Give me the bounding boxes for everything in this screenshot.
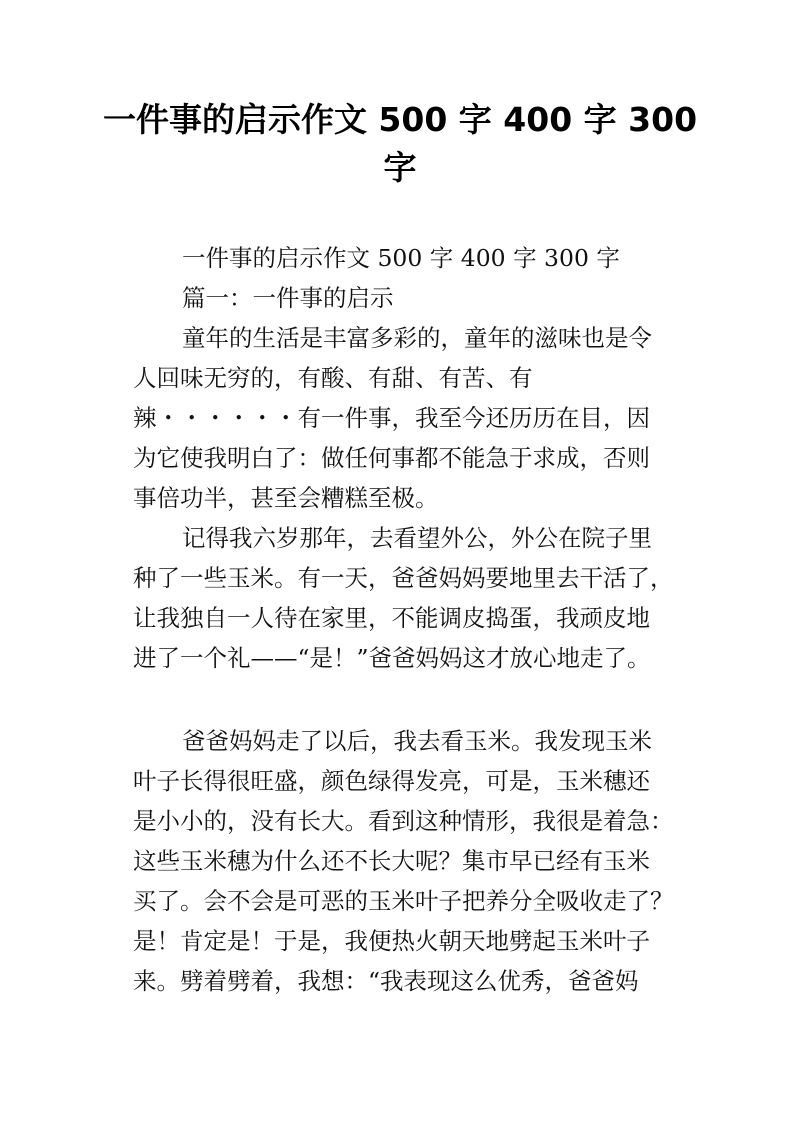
paragraph-2	[133, 518, 693, 678]
paragraph-line: 爸爸妈妈走了以后，我去看玉米。我发现玉米	[182, 727, 652, 755]
paragraph-line: 人回味无穷的，有酸、有甜、有苦、有	[133, 364, 533, 392]
paragraph-1	[133, 318, 693, 518]
paragraph-line: 让我独自一人待在家里，不能调皮捣蛋，我顽皮地	[133, 604, 650, 632]
paragraph-line: 记得我六岁那年，去看望外公，外公在院子里	[182, 524, 652, 552]
paragraph-line: 这些玉米穗为什么还不长大呢？集市早已经有玉米	[133, 847, 650, 875]
paragraph-line: 叶子长得很旺盛，颜色绿得发亮，可是，玉米穗还	[133, 767, 650, 795]
paragraph-line: 买了。会不会是可恶的玉米叶子把养分全吸收走了？	[133, 887, 674, 915]
paragraph-line: 是小小的，没有长大。看到这种情形，我很是着急：	[133, 807, 674, 835]
paragraph-line: 事倍功半，甚至会糟糕至极。	[133, 484, 439, 512]
title-line-2: 字	[383, 148, 417, 187]
paragraph-line: 辣・・・・・・有一件事，我至今还历历在目，因	[133, 404, 650, 432]
paragraph-line: 种了一些玉米。有一天，爸爸妈妈要地里去干活了，	[133, 564, 674, 592]
paragraph-line: 童年的生活是丰富多彩的，童年的滋味也是令	[182, 324, 652, 352]
section-heading: 篇一：一件事的启示	[182, 284, 394, 312]
paragraph-3	[133, 721, 693, 1001]
document-body	[133, 238, 693, 1001]
paragraph-line: 来。劈着劈着，我想：“我表现这么优秀，爸爸妈	[133, 967, 639, 995]
title-line-1: 一件事的启示作文 500 字 400 字 300	[102, 100, 698, 139]
paragraph-line: 进了一个礼——“是！”爸爸妈妈这才放心地走了。	[133, 644, 651, 672]
subtitle-line: 一件事的启示作文 500 字 400 字 300 字	[182, 244, 620, 272]
paragraph-line: 是！肯定是！于是，我便热火朝天地劈起玉米叶子	[133, 927, 650, 955]
document-title	[100, 96, 700, 192]
paragraph-line: 为它使我明白了：做任何事都不能急于求成，否则	[133, 444, 650, 472]
paragraph-gap	[133, 678, 693, 721]
